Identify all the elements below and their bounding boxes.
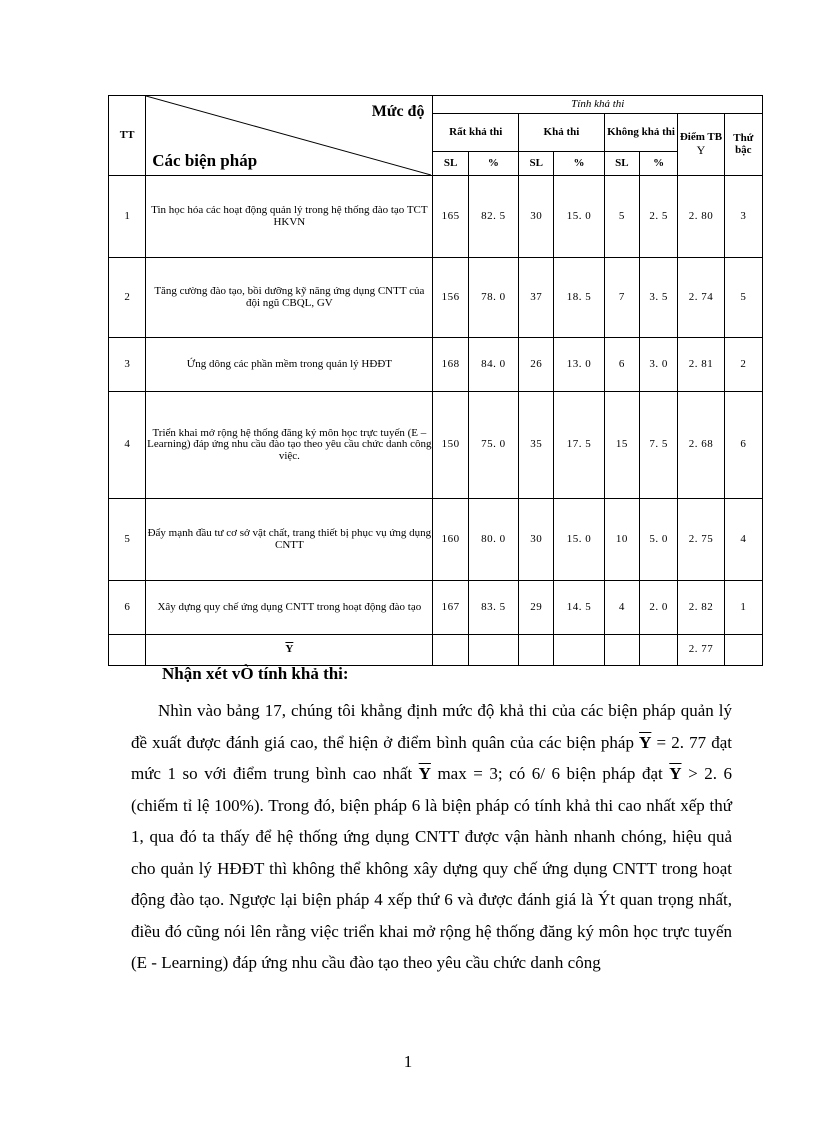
sl-header: SL bbox=[433, 152, 468, 176]
body-paragraph bbox=[131, 695, 732, 979]
sl-header: SL bbox=[519, 152, 554, 176]
cell: 83. 5 bbox=[468, 581, 518, 635]
cell: 150 bbox=[433, 392, 468, 499]
cell: 17. 5 bbox=[554, 392, 604, 499]
cell: 80. 0 bbox=[468, 499, 518, 581]
diem-tb-y: Y bbox=[696, 142, 706, 157]
cell: 7 bbox=[604, 258, 639, 338]
row-index: 1 bbox=[109, 176, 146, 258]
sl-header: SL bbox=[604, 152, 639, 176]
measure-name: Xây dựng quy chế ứng dụng CNTT trong hoạt động đào tạo bbox=[146, 581, 433, 635]
cac-bien-phap-label: Các biện pháp bbox=[152, 151, 258, 171]
cell: 168 bbox=[433, 338, 468, 392]
empty-cell bbox=[519, 635, 554, 666]
cell: 84. 0 bbox=[468, 338, 518, 392]
empty-cell bbox=[724, 635, 762, 666]
total-row bbox=[109, 635, 763, 666]
cell: 2. 5 bbox=[640, 176, 678, 258]
section-heading: Nhận xét vÒ tính khả thi: bbox=[162, 664, 349, 683]
y-bar-symbol: $\overline{Y}$ bbox=[639, 732, 652, 752]
level-kha-thi: Khả thi bbox=[519, 114, 605, 152]
cell: 167 bbox=[433, 581, 468, 635]
table-row bbox=[109, 258, 763, 338]
measure-name: Đẩy mạnh đầu tư cơ sở vật chất, trang thiết bị phục vụ ứng dụng CNTT bbox=[146, 499, 433, 581]
cell: 3 bbox=[724, 176, 762, 258]
table-row bbox=[109, 499, 763, 581]
cell: 30 bbox=[519, 176, 554, 258]
cell: 160 bbox=[433, 499, 468, 581]
cell: 15 bbox=[604, 392, 639, 499]
empty-cell bbox=[640, 635, 678, 666]
pct-header: % bbox=[640, 152, 678, 176]
cell: 35 bbox=[519, 392, 554, 499]
cell: 6 bbox=[724, 392, 762, 499]
y-bar-symbol: $\overline{Y}$ bbox=[418, 764, 431, 783]
cell: 165 bbox=[433, 176, 468, 258]
row-index: 2 bbox=[109, 258, 146, 338]
table-row bbox=[109, 176, 763, 258]
diem-tb-header bbox=[678, 114, 724, 176]
group-header: Tính khả thi bbox=[433, 96, 763, 114]
cell: 30 bbox=[519, 499, 554, 581]
measure-name: Triển khai mở rộng hệ thống đăng ký môn học trực tuyến (E – Learning) đáp ứng nhu cầu đào tạo theo yêu cầu chức danh công việc. bbox=[146, 392, 433, 499]
cell: 2. 68 bbox=[678, 392, 724, 499]
total-label: $\overline{Y}$ bbox=[146, 635, 433, 666]
row-index: 5 bbox=[109, 499, 146, 581]
cell: 156 bbox=[433, 258, 468, 338]
cell: 7. 5 bbox=[640, 392, 678, 499]
pct-header: % bbox=[554, 152, 604, 176]
total-value: 2. 77 bbox=[678, 635, 724, 666]
cell: 2 bbox=[724, 338, 762, 392]
empty-cell bbox=[554, 635, 604, 666]
table-row bbox=[109, 581, 763, 635]
cell: 14. 5 bbox=[554, 581, 604, 635]
cell: 26 bbox=[519, 338, 554, 392]
cell: 3. 5 bbox=[640, 258, 678, 338]
cell: 2. 75 bbox=[678, 499, 724, 581]
text-part-4: > 2. 6 (chiếm tỉ lệ 100%). Trong đó, biện pháp 6 là biện pháp có tính khả thi cao nhất xếp thứ 1, qua đó ta thấy để hệ thống ứng dụng CNTT được vận hành nhanh chóng, hiệu quả cho quản lý HĐĐT thì không thể không xây dựng quy chế ứng dụng CNTT trong hoạt động đào tạo. Ngược lại biện pháp 4 xếp thứ 6 và được đánh giá là Ýt quan trọng nhất, điều đó cũng nói lên rằng việc triển khai mở rộng hệ thống đăng ký môn học trực tuyến (E - Learning) đáp ứng nhu cầu đào tạo theo yêu cầu chức danh công bbox=[131, 764, 732, 972]
cell: 1 bbox=[724, 581, 762, 635]
cell: 37 bbox=[519, 258, 554, 338]
empty-cell bbox=[109, 635, 146, 666]
pct-header: % bbox=[468, 152, 518, 176]
cell: 4 bbox=[604, 581, 639, 635]
cell: 2. 82 bbox=[678, 581, 724, 635]
cell: 75. 0 bbox=[468, 392, 518, 499]
empty-cell bbox=[468, 635, 518, 666]
cell: 5. 0 bbox=[640, 499, 678, 581]
evaluation-table bbox=[108, 95, 763, 666]
thu-bac-header: Thứ bậc bbox=[724, 114, 762, 176]
cell: 3. 0 bbox=[640, 338, 678, 392]
empty-cell bbox=[433, 635, 468, 666]
row-index: 4 bbox=[109, 392, 146, 499]
y-bar-symbol: $\overline{Y}$ bbox=[669, 764, 682, 783]
cell: 2. 80 bbox=[678, 176, 724, 258]
level-rat-kha-thi: Rất khả thi bbox=[433, 114, 519, 152]
cell: 15. 0 bbox=[554, 499, 604, 581]
cell: 2. 0 bbox=[640, 581, 678, 635]
cell: 2. 81 bbox=[678, 338, 724, 392]
cell: 13. 0 bbox=[554, 338, 604, 392]
tt-header: TT bbox=[109, 96, 146, 176]
diagonal-header-cell bbox=[146, 96, 433, 176]
cell: 4 bbox=[724, 499, 762, 581]
cell: 82. 5 bbox=[468, 176, 518, 258]
cell: 2. 74 bbox=[678, 258, 724, 338]
text-part-1: Nhìn vào bảng 17, chúng tôi khẳng định mức độ khả thi của các biện pháp quản lý đề xuất được đánh giá cao, thể hiện ở điểm bình quân của các biện pháp bbox=[131, 701, 732, 752]
cell: 29 bbox=[519, 581, 554, 635]
table-row bbox=[109, 338, 763, 392]
page-number: 1 bbox=[403, 1052, 413, 1071]
cell: 10 bbox=[604, 499, 639, 581]
text-part-2: = 2. 77 đạt mức 1 so với điểm trung bình cao nhất bbox=[131, 732, 733, 783]
empty-cell bbox=[604, 635, 639, 666]
cell: 78. 0 bbox=[468, 258, 518, 338]
row-index: 6 bbox=[109, 581, 146, 635]
diem-tb-label: Điểm TB bbox=[679, 130, 723, 143]
row-index: 3 bbox=[109, 338, 146, 392]
cell: 6 bbox=[604, 338, 639, 392]
measure-name: Tin học hóa các hoạt động quản lý trong hệ thống đào tạo TCT HKVN bbox=[146, 176, 433, 258]
cell: 18. 5 bbox=[554, 258, 604, 338]
cell: 5 bbox=[724, 258, 762, 338]
cell: 5 bbox=[604, 176, 639, 258]
level-khong-kha-thi: Không khả thi bbox=[604, 114, 678, 152]
measure-name: Tăng cường đào tạo, bồi dưỡng kỹ năng ứng dụng CNTT của đội ngũ CBQL, GV bbox=[146, 258, 433, 338]
cell: 15. 0 bbox=[554, 176, 604, 258]
measure-name: Ứng dông các phần mềm trong quản lý HĐĐT bbox=[146, 338, 433, 392]
table-row bbox=[109, 392, 763, 499]
muc-do-label: Mức độ bbox=[371, 103, 425, 120]
text-part-3: max = 3; có 6/ 6 biện pháp đạt bbox=[430, 764, 670, 783]
